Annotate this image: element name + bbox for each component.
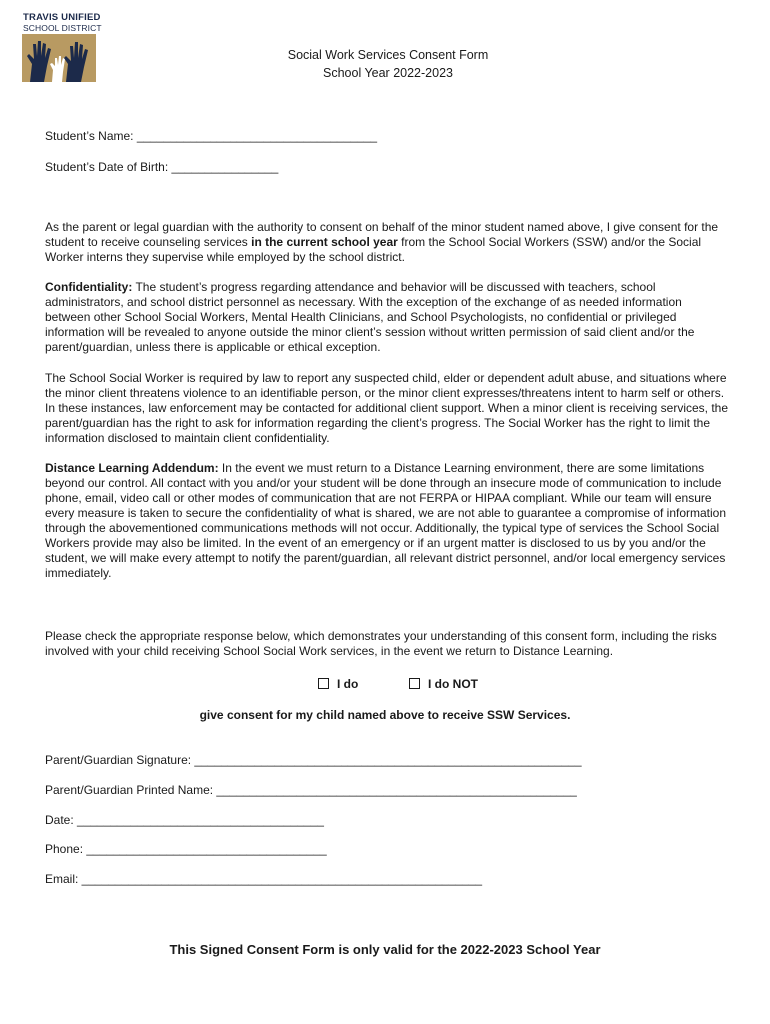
form-title: Social Work Services Consent Form bbox=[287, 48, 489, 62]
logo-line-1: TRAVIS UNIFIED bbox=[23, 12, 101, 23]
guardian-printed-name-field[interactable]: Parent/Guardian Printed Name: ______________________________________________________ bbox=[45, 783, 577, 797]
consent-intro-bold: in the current school year bbox=[251, 235, 398, 249]
distance-learning-text: In the event we must return to a Distance Learning environment, there are some limitations beyond our control. All contact with you and/or your student will be done through an insecure mode of communication to include phone, email, video call or other modes of communication that are not FERPA or HIPAA compliant. While our team will ensure every measure is taken to secure the confidentiality of what is shared, we are not able to guarantee a compromise of information through the abovementioned communications methods will not occur. Additionally, the typical type of services the School Social Workers provide may also be limited. In the event of an emergency or if an urgent matter is disclosed to us by you and/or the student, we will make every attempt to notify the parent/guardian, all relevant district personnel, and/or local emergency services immediately. bbox=[45, 461, 727, 580]
consent-intro-text-2: from the School Social Workers (SSW) and/or the Social Worker interns they supervise while employed by the school district. bbox=[45, 235, 702, 264]
date-field[interactable]: Date: _____________________________________ bbox=[45, 813, 324, 827]
distance-learning-paragraph bbox=[45, 461, 730, 581]
student-name-field[interactable]: Student’s Name: ____________________________________ bbox=[45, 129, 378, 143]
confidentiality-heading: Confidentiality: bbox=[45, 280, 133, 294]
form-header bbox=[0, 46, 770, 82]
distance-learning-heading: Distance Learning Addendum: bbox=[45, 461, 219, 475]
i-do-label: I do bbox=[337, 677, 359, 691]
logo-line-2: SCHOOL DISTRICT bbox=[23, 23, 102, 33]
reporting-paragraph: The School Social Worker is required by law to report any suspected child, elder or dependent adult abuse, and situations where the minor client threatens violence to an identifiable person, or the minor client expresses/threatens intent to harm self or others. In these instances, law enforcement may be contacted for additional client support. When a minor client is receiving services, the parent/guardian has the right to ask for information regarding the client’s progress. The Social Worker has the right to limit the information disclosed to maintain client confidentiality. bbox=[45, 371, 729, 445]
consent-intro-paragraph bbox=[45, 220, 730, 265]
i-do-checkbox[interactable] bbox=[318, 678, 329, 689]
consent-intro-text-1: As the parent or legal guardian with the authority to consent on behalf of the minor student named above, I give consent for the student to receive counseling services bbox=[45, 220, 719, 249]
form-subtitle: School Year 2022-2023 bbox=[323, 66, 453, 80]
choice-i-do-not[interactable] bbox=[409, 677, 478, 691]
consent-statement: give consent for my child named above to receive SSW Services. bbox=[199, 708, 571, 722]
choice-i-do[interactable] bbox=[318, 677, 358, 691]
student-dob-field[interactable]: Student’s Date of Birth: ________________ bbox=[45, 160, 279, 174]
i-do-not-label: I do NOT bbox=[428, 677, 478, 691]
guardian-signature-field[interactable]: Parent/Guardian Signature: __________________________________________________________ bbox=[45, 753, 582, 767]
instructions-paragraph: Please check the appropriate response below, which demonstrates your understanding of this consent form, including the risks involved with your child receiving School Social Work services, in the event we return to Distance Learning. bbox=[45, 629, 717, 658]
i-do-not-checkbox[interactable] bbox=[409, 678, 420, 689]
confidentiality-text: The student’s progress regarding attendance and behavior will be discussed with teachers, school administrators, and school district personnel as necessary. With the exception of the exchange of as needed information between other School Social Workers, Mental Health Clinicians, and School Psychologists, no confidential or privileged information will be revealed to anyone outside the minor client’s session without written permission of said client and/or the parent/guardian, unless there is applicable or ethical exception. bbox=[45, 280, 695, 354]
phone-field[interactable]: Phone: ____________________________________ bbox=[45, 842, 327, 856]
email-field[interactable]: Email: ____________________________________________________________ bbox=[45, 872, 483, 886]
confidentiality-paragraph bbox=[45, 280, 730, 355]
validity-footer: This Signed Consent Form is only valid for the 2022-2023 School Year bbox=[169, 942, 601, 957]
